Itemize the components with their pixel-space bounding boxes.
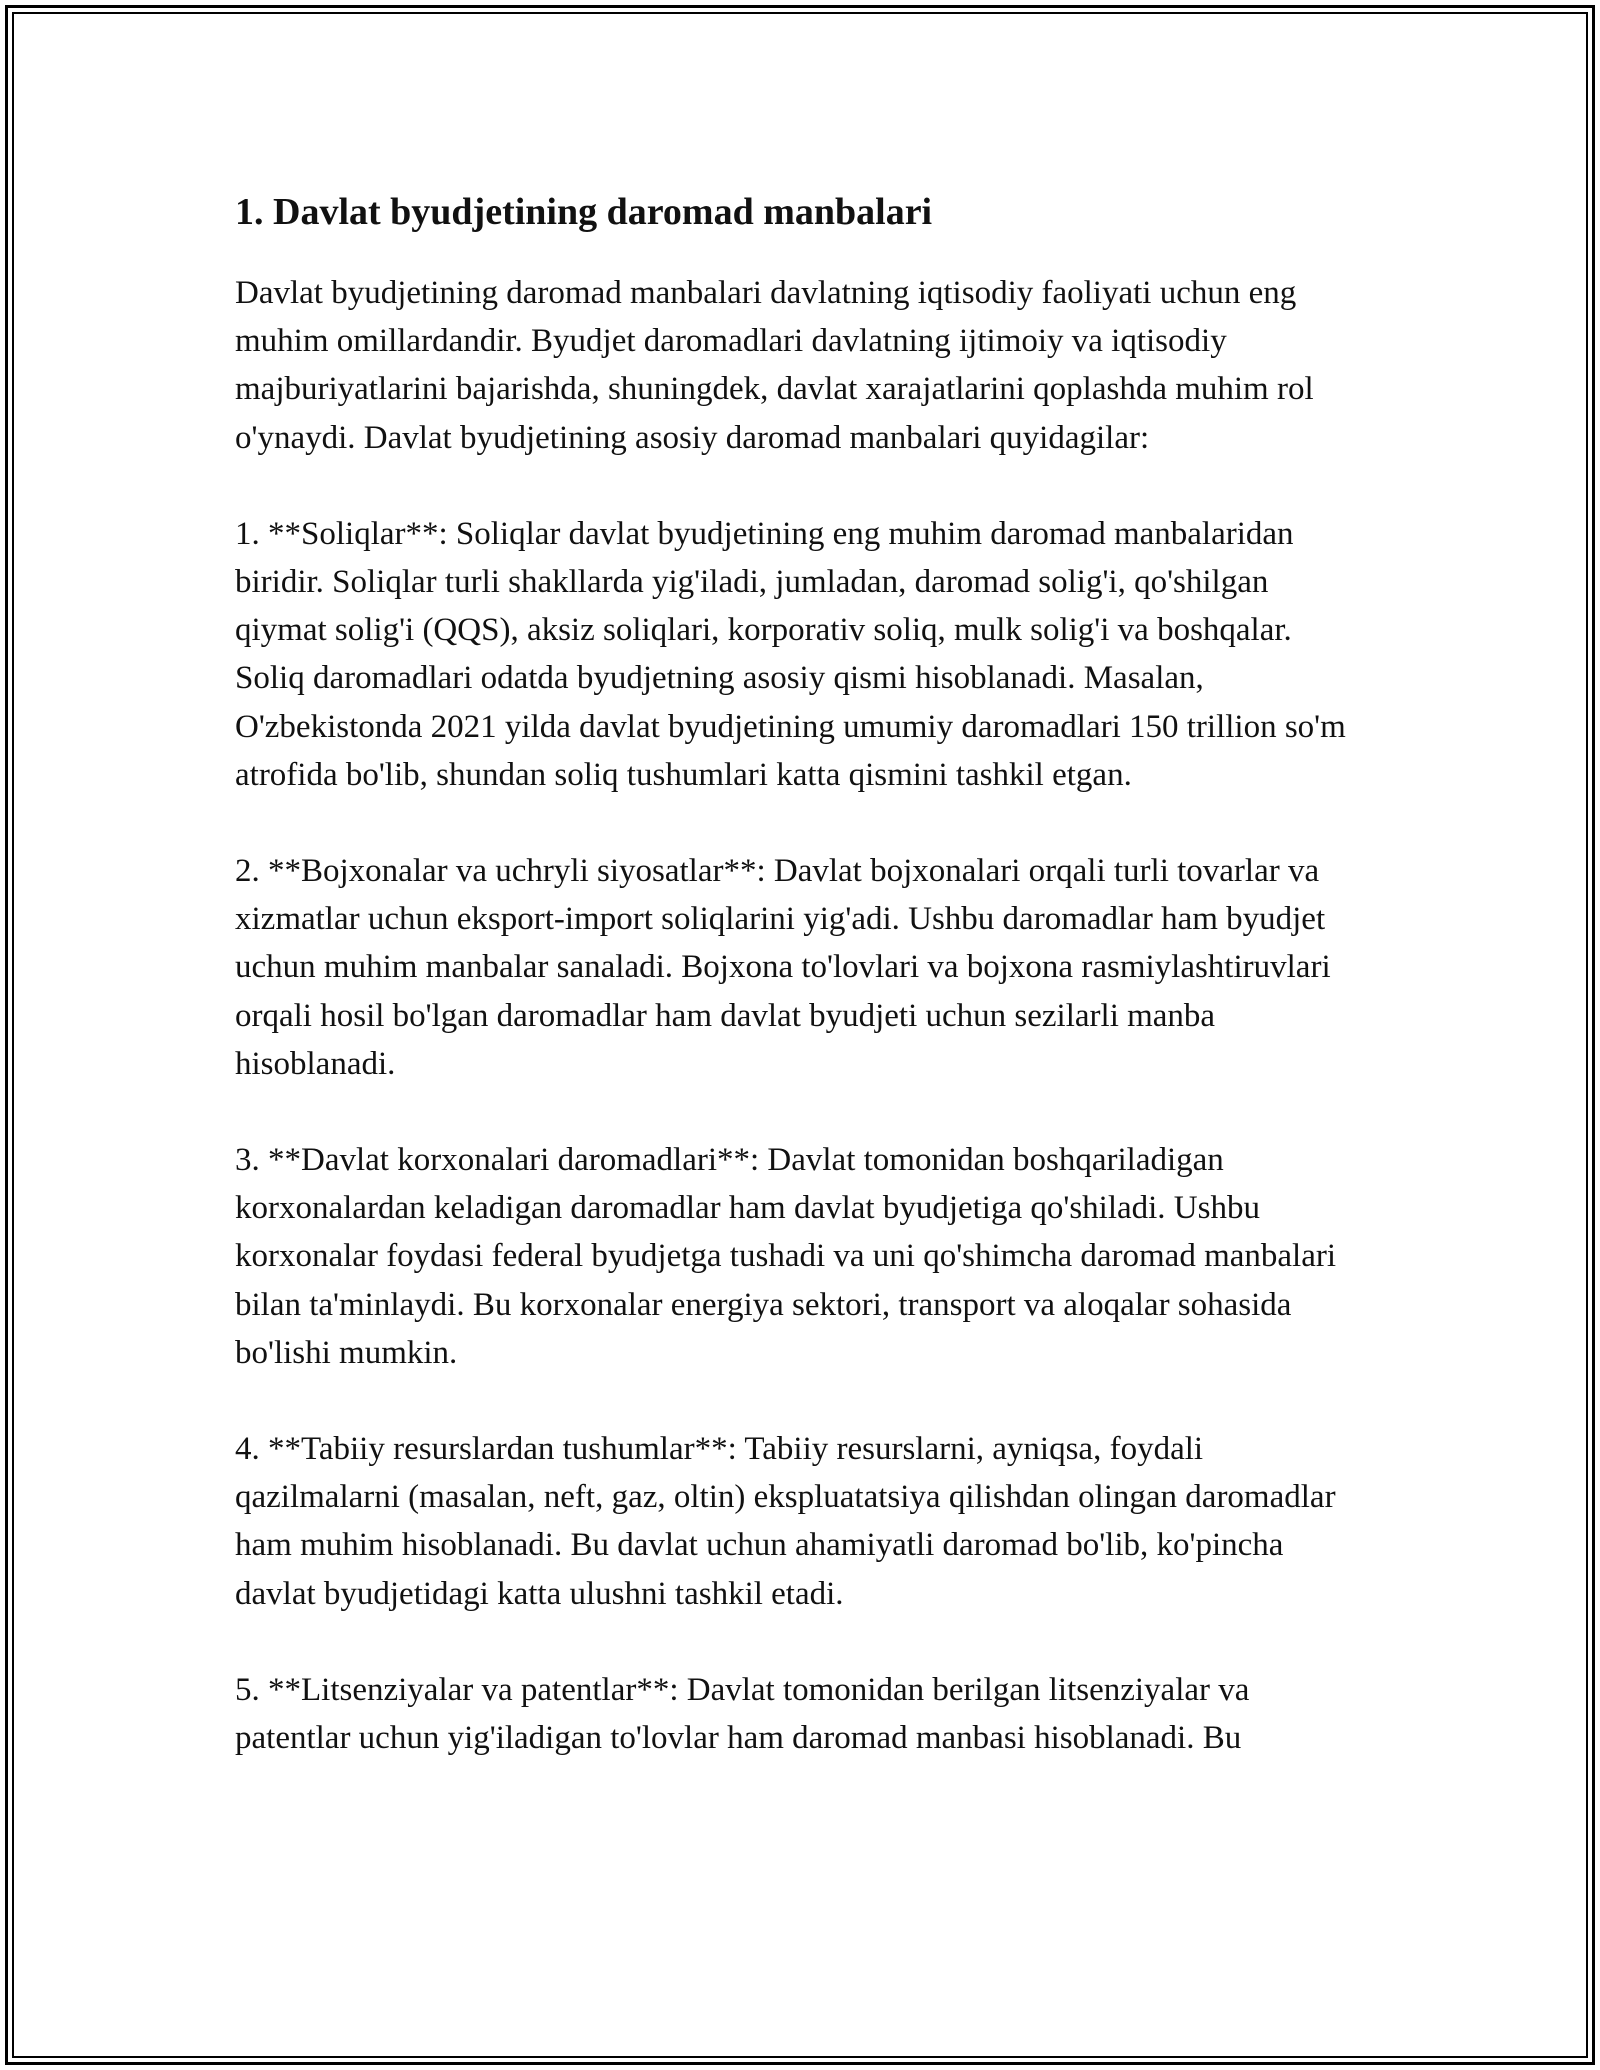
paragraph-customs: 2. **Bojxonalar va uchryli siyosatlar**: Davlat bojxonalari orqali turli tovarlar va xizmatlar uchun eksport-import soliqlarini yig'adi. Ushbu daromadlar ham byudjet uchun muhim manbalar sanaladi. Bojxona to'lovlari va bojxona rasmiylashtiruvlari orqali hosil bo'lgan daromadlar ham davlat byudjeti uchun sezilarli manba hisoblanadi. — [235, 853, 1331, 1082]
document-body — [235, 186, 1365, 1810]
paragraph-licenses: 5. **Litsenziyalar va patentlar**: Davlat tomonidan berilgan litsenziyalar va patentlar uchun yig'iladigan to'lovlar ham daromad manbasi hisoblanadi. Bu — [235, 1671, 1250, 1757]
paragraph-natural-resources: 4. **Tabiiy resurslardan tushumlar**: Tabiiy resurslarni, ayniqsa, foydali qazilmalarni (masalan, neft, gaz, oltin) ekspluatatsiya qilishdan olingan daromadlar ham muhim hisoblanadi. Bu davlat uchun ahamiyatli daromad bo'lib, ko'pincha davlat byudjetidagi katta ulushni tashkil etadi. — [235, 1431, 1336, 1612]
section-heading: 1. Davlat byudjetining daromad manbalari — [235, 191, 933, 233]
intro-paragraph: Davlat byudjetining daromad manbalari davlatning iqtisodiy faoliyati uchun eng muhim omillardandir. Byudjet daromadlari davlatning ijtimoiy va iqtisodiy majburiyatlarini bajarishda, shuningdek, davlat xarajatlarini qoplashda muhim rol o'ynaydi. Davlat byudjetining asosiy daromad manbalari quyidagilar: — [235, 275, 1314, 456]
paragraph-taxes: 1. **Soliqlar**: Soliqlar davlat byudjetining eng muhim daromad manbalaridan biridir. Soliqlar turli shakllarda yig'iladi, jumladan, daromad solig'i, qo'shilgan qiymat solig'i (QQS), aksiz soliqlari, korporativ soliq, mulk solig'i va boshqalar. Soliq daromadlari odatda byudjetning asosiy qismi hisoblanadi. Masalan, O'zbekistonda 2021 yilda davlat byudjetining umumiy daromadlari 150 trillion so'm atrofida bo'lib, shundan soliq tushumlari katta qismini tashkil etgan. — [235, 515, 1346, 793]
paragraph-state-enterprises: 3. **Davlat korxonalari daromadlari**: Davlat tomonidan boshqariladigan korxonalardan keladigan daromadlar ham davlat byudjetiga qo'shiladi. Ushbu korxonalar foydasi federal byudjetga tushadi va uni qo'shimcha daromad manbalari bilan ta'minlaydi. Bu korxonalar energiya sektori, transport va aloqalar sohasida bo'lishi mumkin. — [235, 1142, 1337, 1371]
